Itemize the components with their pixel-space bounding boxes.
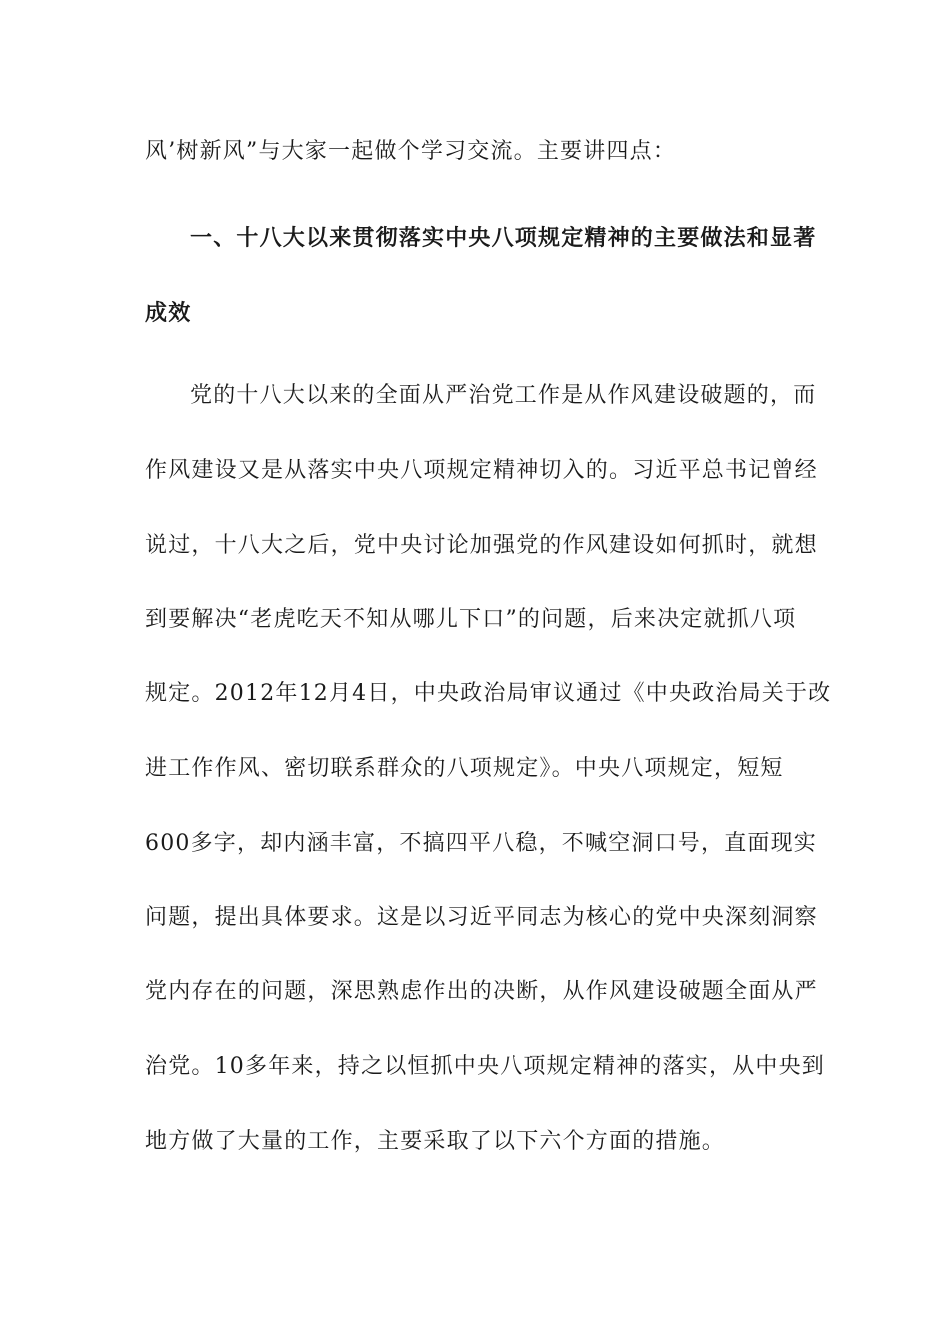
paragraph-line: 600多字，却内涵丰富，不搞四平八稳，不喊空洞口号，直面现实 bbox=[145, 831, 817, 856]
paragraph-line: 问题，提出具体要求。这是以习近平同志为核心的党中央深刻洞察 bbox=[145, 905, 818, 930]
paragraph-line: 进工作作风、密切联系群众的八项规定》。中央八项规定，短短 bbox=[145, 756, 784, 781]
section-heading-line-2: 成效 bbox=[145, 300, 192, 326]
paragraph-line: 到要解决“老虎吃天不知从哪儿下口”的问题，后来决定就抓八项 bbox=[145, 607, 797, 632]
paragraph-line: 地方做了大量的工作，主要采取了以下六个方面的措施。 bbox=[145, 1129, 726, 1154]
paragraph-line: 治党。10多年来，持之以恒抓中央八项规定精神的落实，从中央到 bbox=[145, 1054, 825, 1079]
section-heading-line-1: 一、十八大以来贯彻落实中央八项规定精神的主要做法和显著 bbox=[190, 225, 817, 251]
paragraph-line: 规定。2012年12月4日，中央政治局审议通过《中央政治局关于改 bbox=[145, 681, 832, 706]
paragraph-line: 说过，十八大之后，党中央讨论加强党的作风建设如何抓时，就想 bbox=[145, 533, 818, 558]
intro-line: 风’树新风”与大家一起做个学习交流。主要讲四点： bbox=[145, 139, 677, 164]
paragraph-line: 党内存在的问题，深思熟虑作出的决断，从作风建设破题全面从严 bbox=[145, 979, 818, 1004]
paragraph-line: 党的十八大以来的全面从严治党工作是从作风建设破题的，而 bbox=[190, 383, 817, 408]
paragraph-line: 作风建设又是从落实中央八项规定精神切入的。习近平总书记曾经 bbox=[145, 458, 818, 483]
